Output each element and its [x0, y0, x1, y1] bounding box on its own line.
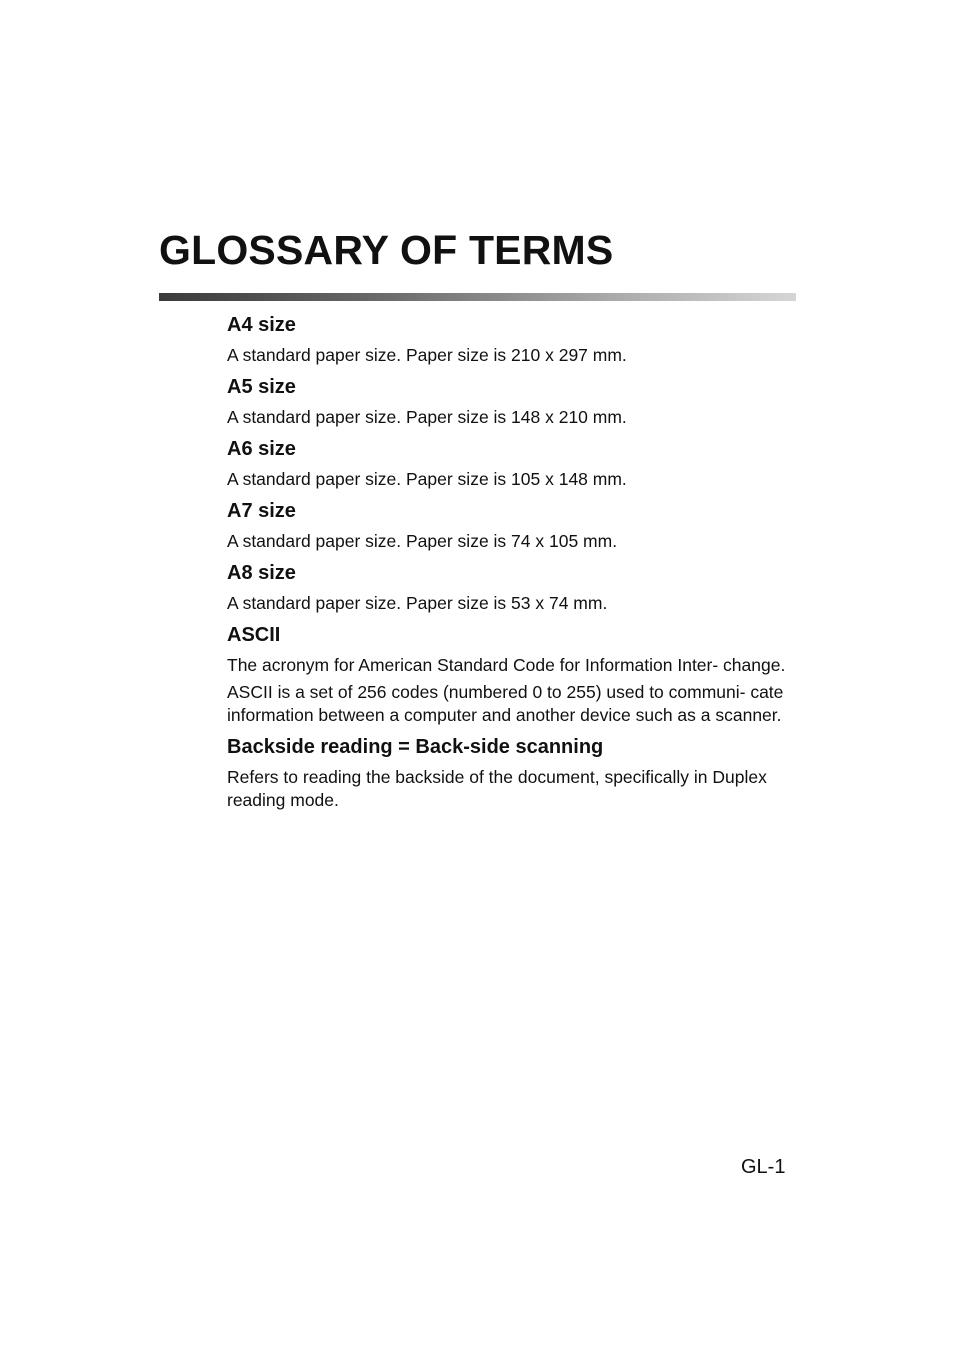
- glossary-term: A8 size: [227, 562, 296, 584]
- glossary-term: A6 size: [227, 438, 296, 460]
- glossary-definition: A standard paper size. Paper size is 105 x 148 mm.: [227, 469, 627, 489]
- page-title: GLOSSARY OF TERMS: [159, 227, 614, 273]
- glossary-definition: A standard paper size. Paper size is 74 x 105 mm.: [227, 531, 618, 551]
- glossary-entry-ascii: [227, 621, 799, 727]
- glossary-list: [227, 311, 799, 818]
- glossary-entry-a6: [227, 435, 799, 491]
- glossary-term: Backside reading = Back-side scanning: [227, 736, 604, 758]
- glossary-entry-a5: [227, 373, 799, 429]
- glossary-entry-backside-reading: [227, 733, 799, 812]
- glossary-definition: A standard paper size. Paper size is 53 x 74 mm.: [227, 593, 608, 613]
- glossary-term: A4 size: [227, 314, 296, 336]
- glossary-term: ASCII: [227, 624, 281, 646]
- glossary-definition: Refers to reading the backside of the document, specifically in Duplex reading mode.: [227, 767, 767, 810]
- glossary-definition: ASCII is a set of 256 codes (numbered 0 to 255) used to communi- cate information between a computer and another device such as a scanner.: [227, 682, 784, 725]
- glossary-definition: A standard paper size. Paper size is 210 x 297 mm.: [227, 345, 627, 365]
- glossary-definition: The acronym for American Standard Code for Information Inter- change.: [227, 655, 786, 675]
- glossary-term: A5 size: [227, 376, 296, 398]
- title-gradient-rule: [159, 293, 796, 301]
- glossary-definition: A standard paper size. Paper size is 148 x 210 mm.: [227, 407, 627, 427]
- glossary-entry-a8: [227, 559, 799, 615]
- page-number: GL-1: [741, 1156, 786, 1178]
- glossary-term: A7 size: [227, 500, 296, 522]
- glossary-entry-a7: [227, 497, 799, 553]
- glossary-entry-a4: [227, 311, 799, 367]
